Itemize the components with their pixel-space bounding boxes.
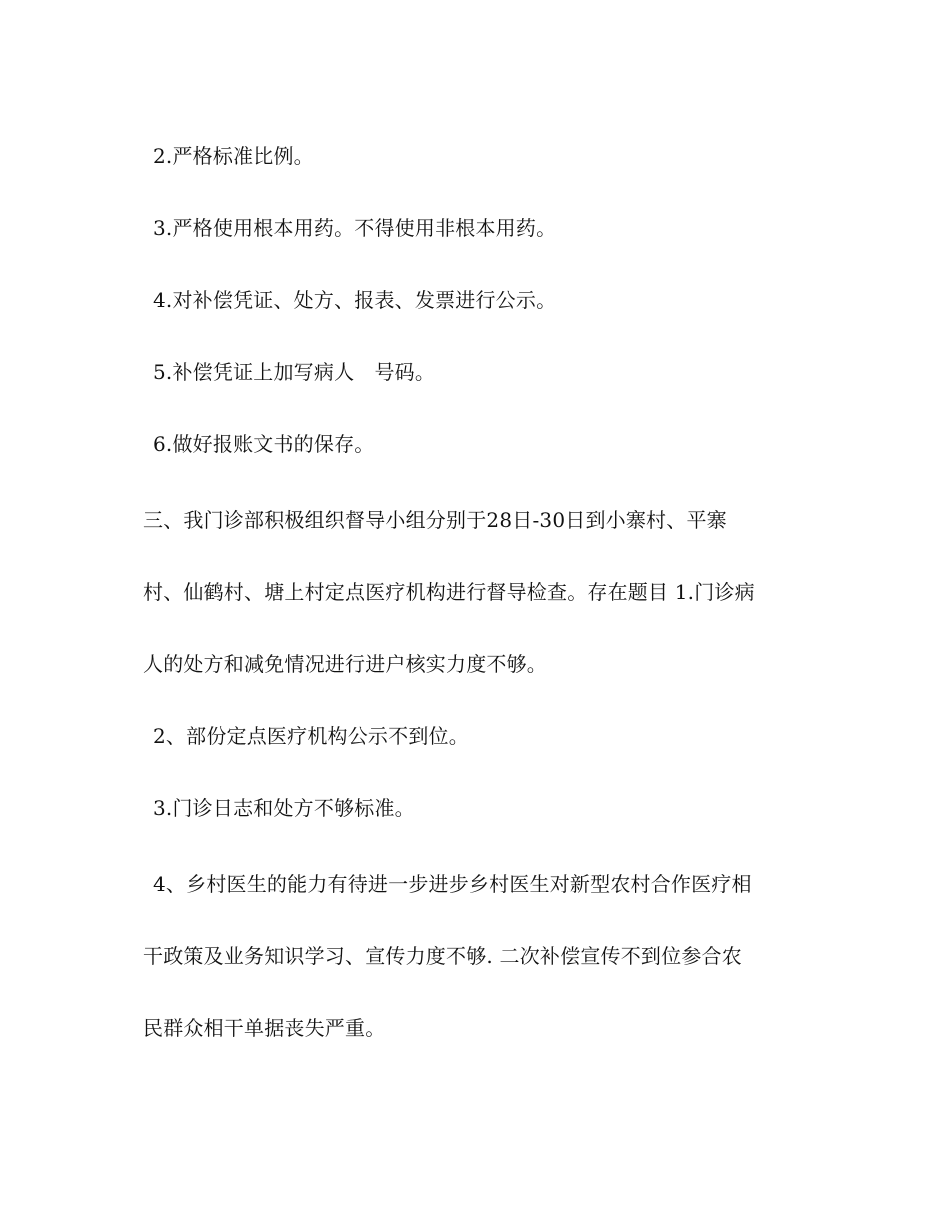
text-line: 干政策及业务知识学习、宣传力度不够. 二次补偿宣传不到位参合农 [143, 944, 742, 968]
text-line: 3.严格使用根本用药。不得使用非根本用药。 [153, 216, 557, 240]
text-line: 5.补偿凭证上加写病人 号码。 [153, 360, 436, 384]
text-line: 2.严格标准比例。 [153, 144, 314, 168]
text-line: 民群众相干单据丧失严重。 [143, 1016, 386, 1040]
text-line: 6.做好报账文书的保存。 [153, 432, 375, 456]
text-line: 人的处方和减免情况进行进户核实力度不够。 [143, 652, 547, 676]
text-line: 2、部份定点医疗机构公示不到位。 [153, 724, 469, 748]
text-line: 三、我门诊部积极组织督导小组分别于28日-30日到小寨村、平寨 [143, 508, 727, 532]
text-line: 村、仙鹤村、塘上村定点医疗机构进行督导检查。存在题目 1.门诊病 [143, 580, 755, 604]
text-line: 4、乡村医生的能力有待进一步进步乡村医生对新型农村合作医疗相 [153, 872, 752, 896]
text-line: 3.门诊日志和处方不够标准。 [153, 796, 415, 820]
text-line: 4.对补偿凭证、处方、报表、发票进行公示。 [153, 288, 557, 312]
